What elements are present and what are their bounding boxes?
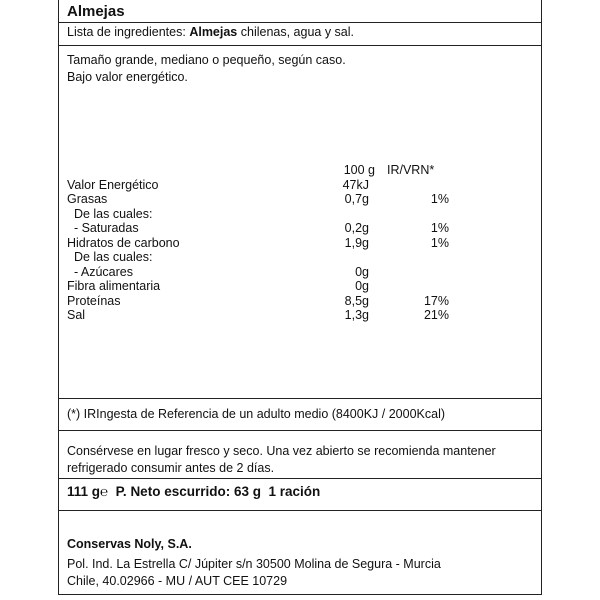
company-registry: Chile, 40.02966 - MU / AUT CEE 10729 — [67, 574, 288, 588]
divider — [59, 510, 541, 511]
nutrient-per100: 1,3g — [344, 308, 369, 322]
nutrition-row — [67, 178, 527, 193]
nutrition-row — [67, 265, 527, 280]
nutrient-label: Proteínas — [67, 293, 121, 308]
nutrient-per100: 8,5g — [344, 293, 369, 308]
nutrient-per100: 47kJ — [342, 177, 369, 192]
note-line: Tamaño grande, mediano o pequeño, según caso. — [67, 53, 346, 67]
nutrient-label: De las cuales: — [67, 250, 153, 264]
nutrient-per100: 0,2g — [344, 221, 369, 235]
ingredients-line — [67, 24, 354, 40]
product-title: Almejas — [67, 3, 125, 20]
nutrient-label: Grasas — [67, 192, 108, 206]
label-panel — [58, 0, 542, 595]
company-name: Conservas Noly, S.A. — [67, 537, 192, 551]
storage-line: Consérvese en lugar fresco y seco. Una vez abierto se recomienda mantener — [67, 444, 496, 458]
storage-line: refrigerado consumir antes de 2 días. — [67, 461, 275, 475]
nutrition-row — [67, 250, 527, 265]
nutrient-ir: 21% — [423, 308, 449, 322]
nutrition-row — [67, 221, 527, 236]
drained-weight: P. Neto escurrido: 63 g — [115, 484, 261, 499]
nutrition-row — [67, 279, 527, 294]
nutrient-label: Hidratos de carbono — [67, 235, 180, 250]
nutrition-row — [67, 236, 527, 251]
nutrient-ir: 1% — [430, 221, 449, 235]
header-per100: 100 g — [343, 163, 375, 177]
ingredients-bold: Almejas — [189, 25, 238, 39]
portions: 1 ración — [268, 484, 321, 499]
nutrient-ir: 17% — [423, 293, 449, 308]
nutrition-row — [67, 308, 527, 323]
nutrient-label: Fibra alimentaria — [67, 279, 161, 293]
nutrient-per100: 0,7g — [344, 192, 369, 206]
ingredients-suffix: chilenas, agua y sal. — [237, 25, 355, 39]
divider — [59, 45, 541, 46]
note-line: Bajo valor energético. — [67, 70, 188, 84]
nutrient-ir: 1% — [430, 235, 449, 250]
divider — [59, 478, 541, 479]
ingredients-prefix: Lista de ingredientes: — [67, 25, 190, 39]
nutrition-row — [67, 294, 527, 309]
nutrition-row — [67, 207, 527, 222]
nutrient-per100: 0g — [355, 279, 369, 293]
e-mark-icon: ℮ — [100, 484, 109, 499]
nutrient-label: Sal — [67, 308, 86, 322]
header-ir: IR/VRN* — [387, 163, 435, 177]
nutrition-table — [67, 163, 527, 323]
nutrient-per100: 1,9g — [344, 235, 369, 250]
net-weight-line — [67, 484, 320, 499]
divider — [59, 398, 541, 399]
nutrient-label: - Saturadas — [67, 221, 139, 235]
company-address: Pol. Ind. La Estrella C/ Júpiter s/n 30500 Molina de Segura - Murcia — [67, 557, 441, 571]
divider — [59, 22, 541, 23]
nutrient-label: Valor Energético — [67, 177, 159, 192]
nutrition-row — [67, 192, 527, 207]
footnote: (*) IRIngesta de Referencia de un adulto medio (8400KJ / 2000Kcal) — [67, 407, 446, 421]
nutrient-label: - Azúcares — [67, 264, 133, 279]
divider — [59, 430, 541, 431]
nutrient-ir: 1% — [430, 192, 449, 206]
net-weight: 111 g — [67, 484, 101, 499]
nutrient-label: De las cuales: — [67, 206, 153, 221]
nutrition-header — [67, 163, 527, 178]
nutrient-per100: 0g — [355, 264, 369, 279]
